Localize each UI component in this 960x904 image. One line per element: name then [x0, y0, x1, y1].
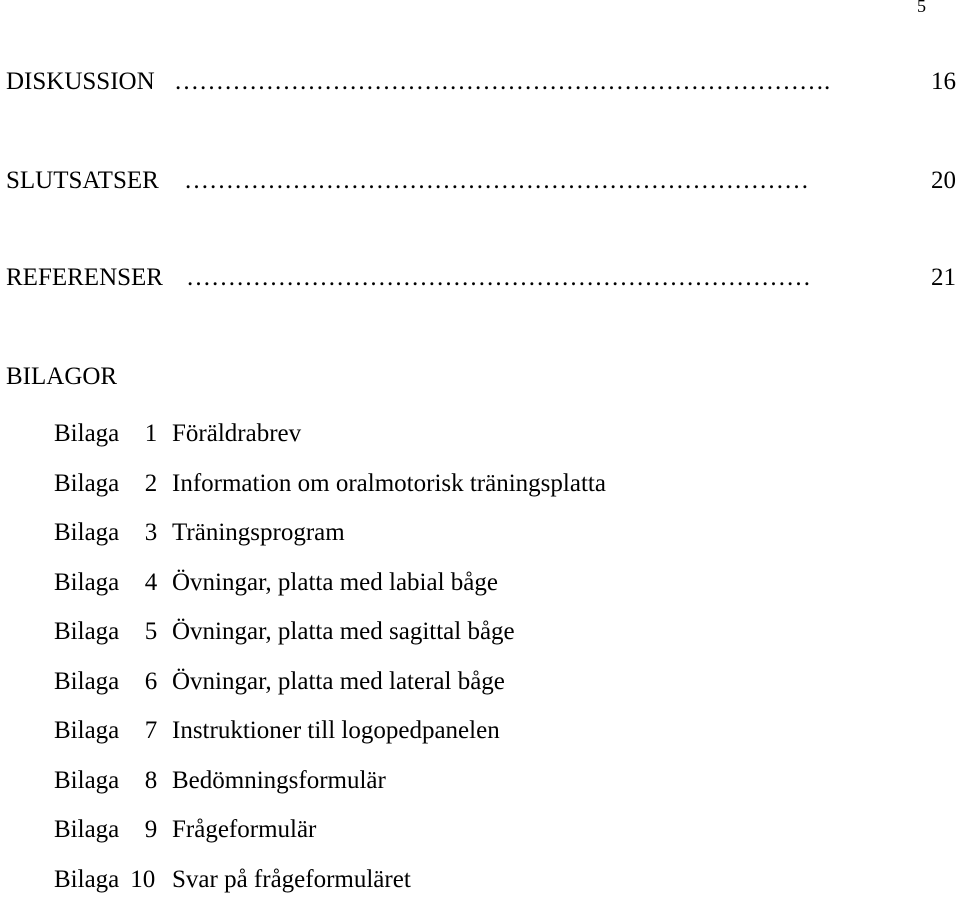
- appendix-item[interactable]: [54, 558, 934, 608]
- toc-entry-diskussion[interactable]: [6, 66, 960, 98]
- appendix-label: Bilaga: [54, 805, 119, 855]
- toc-entry-leader: …………………………………………………………………: [184, 165, 894, 197]
- appendix-label: Bilaga: [54, 706, 119, 756]
- toc-entry-referenser[interactable]: [6, 262, 960, 294]
- appendix-title: Föräldrabrev: [172, 409, 301, 459]
- appendix-item[interactable]: [54, 459, 934, 509]
- appendix-label: Bilaga: [54, 409, 119, 459]
- appendices-heading: BILAGOR: [6, 361, 117, 393]
- appendix-title: Övningar, platta med labial båge: [172, 558, 498, 608]
- toc-entry-page: 20: [931, 165, 956, 197]
- appendix-item[interactable]: [54, 855, 934, 904]
- appendix-label: Bilaga: [54, 855, 119, 904]
- appendix-item[interactable]: [54, 607, 934, 657]
- appendix-number: 6: [127, 657, 157, 707]
- appendix-number: 1: [127, 409, 157, 459]
- appendix-item[interactable]: [54, 508, 934, 558]
- appendix-label: Bilaga: [54, 558, 119, 608]
- appendix-number: 5: [127, 607, 157, 657]
- page-number: 5: [917, 0, 926, 17]
- appendix-label: Bilaga: [54, 607, 119, 657]
- appendix-label: Bilaga: [54, 657, 119, 707]
- appendix-number: 2: [127, 459, 157, 509]
- appendix-item[interactable]: [54, 805, 934, 855]
- appendix-item[interactable]: [54, 756, 934, 806]
- toc-entry-page: 16: [931, 66, 956, 98]
- toc-entry-title: SLUTSATSER: [6, 165, 159, 197]
- appendix-title: Övningar, platta med lateral båge: [172, 657, 505, 707]
- appendix-title: Information om oralmotorisk träningsplatta: [172, 459, 606, 509]
- toc-entry-title: REFERENSER: [6, 262, 163, 294]
- appendix-title: Träningsprogram: [172, 508, 345, 558]
- appendix-number: 10: [125, 855, 155, 904]
- appendix-list: [54, 409, 934, 904]
- appendix-title: Bedömningsformulär: [172, 756, 386, 806]
- appendix-number: 3: [127, 508, 157, 558]
- appendix-title: Frågeformulär: [172, 805, 316, 855]
- toc-entry-leader: …………………………………………………………………: [186, 262, 894, 294]
- appendix-title: Övningar, platta med sagittal båge: [172, 607, 515, 657]
- appendix-item[interactable]: [54, 706, 934, 756]
- appendix-number: 7: [127, 706, 157, 756]
- appendix-label: Bilaga: [54, 459, 119, 509]
- appendix-label: Bilaga: [54, 508, 119, 558]
- toc-entry-title: DISKUSSION: [6, 66, 155, 98]
- appendix-label: Bilaga: [54, 756, 119, 806]
- toc-entry-leader: …………………………………………………………………….: [174, 66, 894, 98]
- appendix-number: 9: [127, 805, 157, 855]
- appendix-title: Instruktioner till logopedpanelen: [172, 706, 500, 756]
- appendix-number: 8: [127, 756, 157, 806]
- appendix-item[interactable]: [54, 657, 934, 707]
- appendix-title: Svar på frågeformuläret: [172, 855, 411, 904]
- toc-entry-page: 21: [931, 262, 956, 294]
- appendix-number: 4: [127, 558, 157, 608]
- appendix-item[interactable]: [54, 409, 934, 459]
- toc-entry-slutsatser[interactable]: [6, 165, 960, 197]
